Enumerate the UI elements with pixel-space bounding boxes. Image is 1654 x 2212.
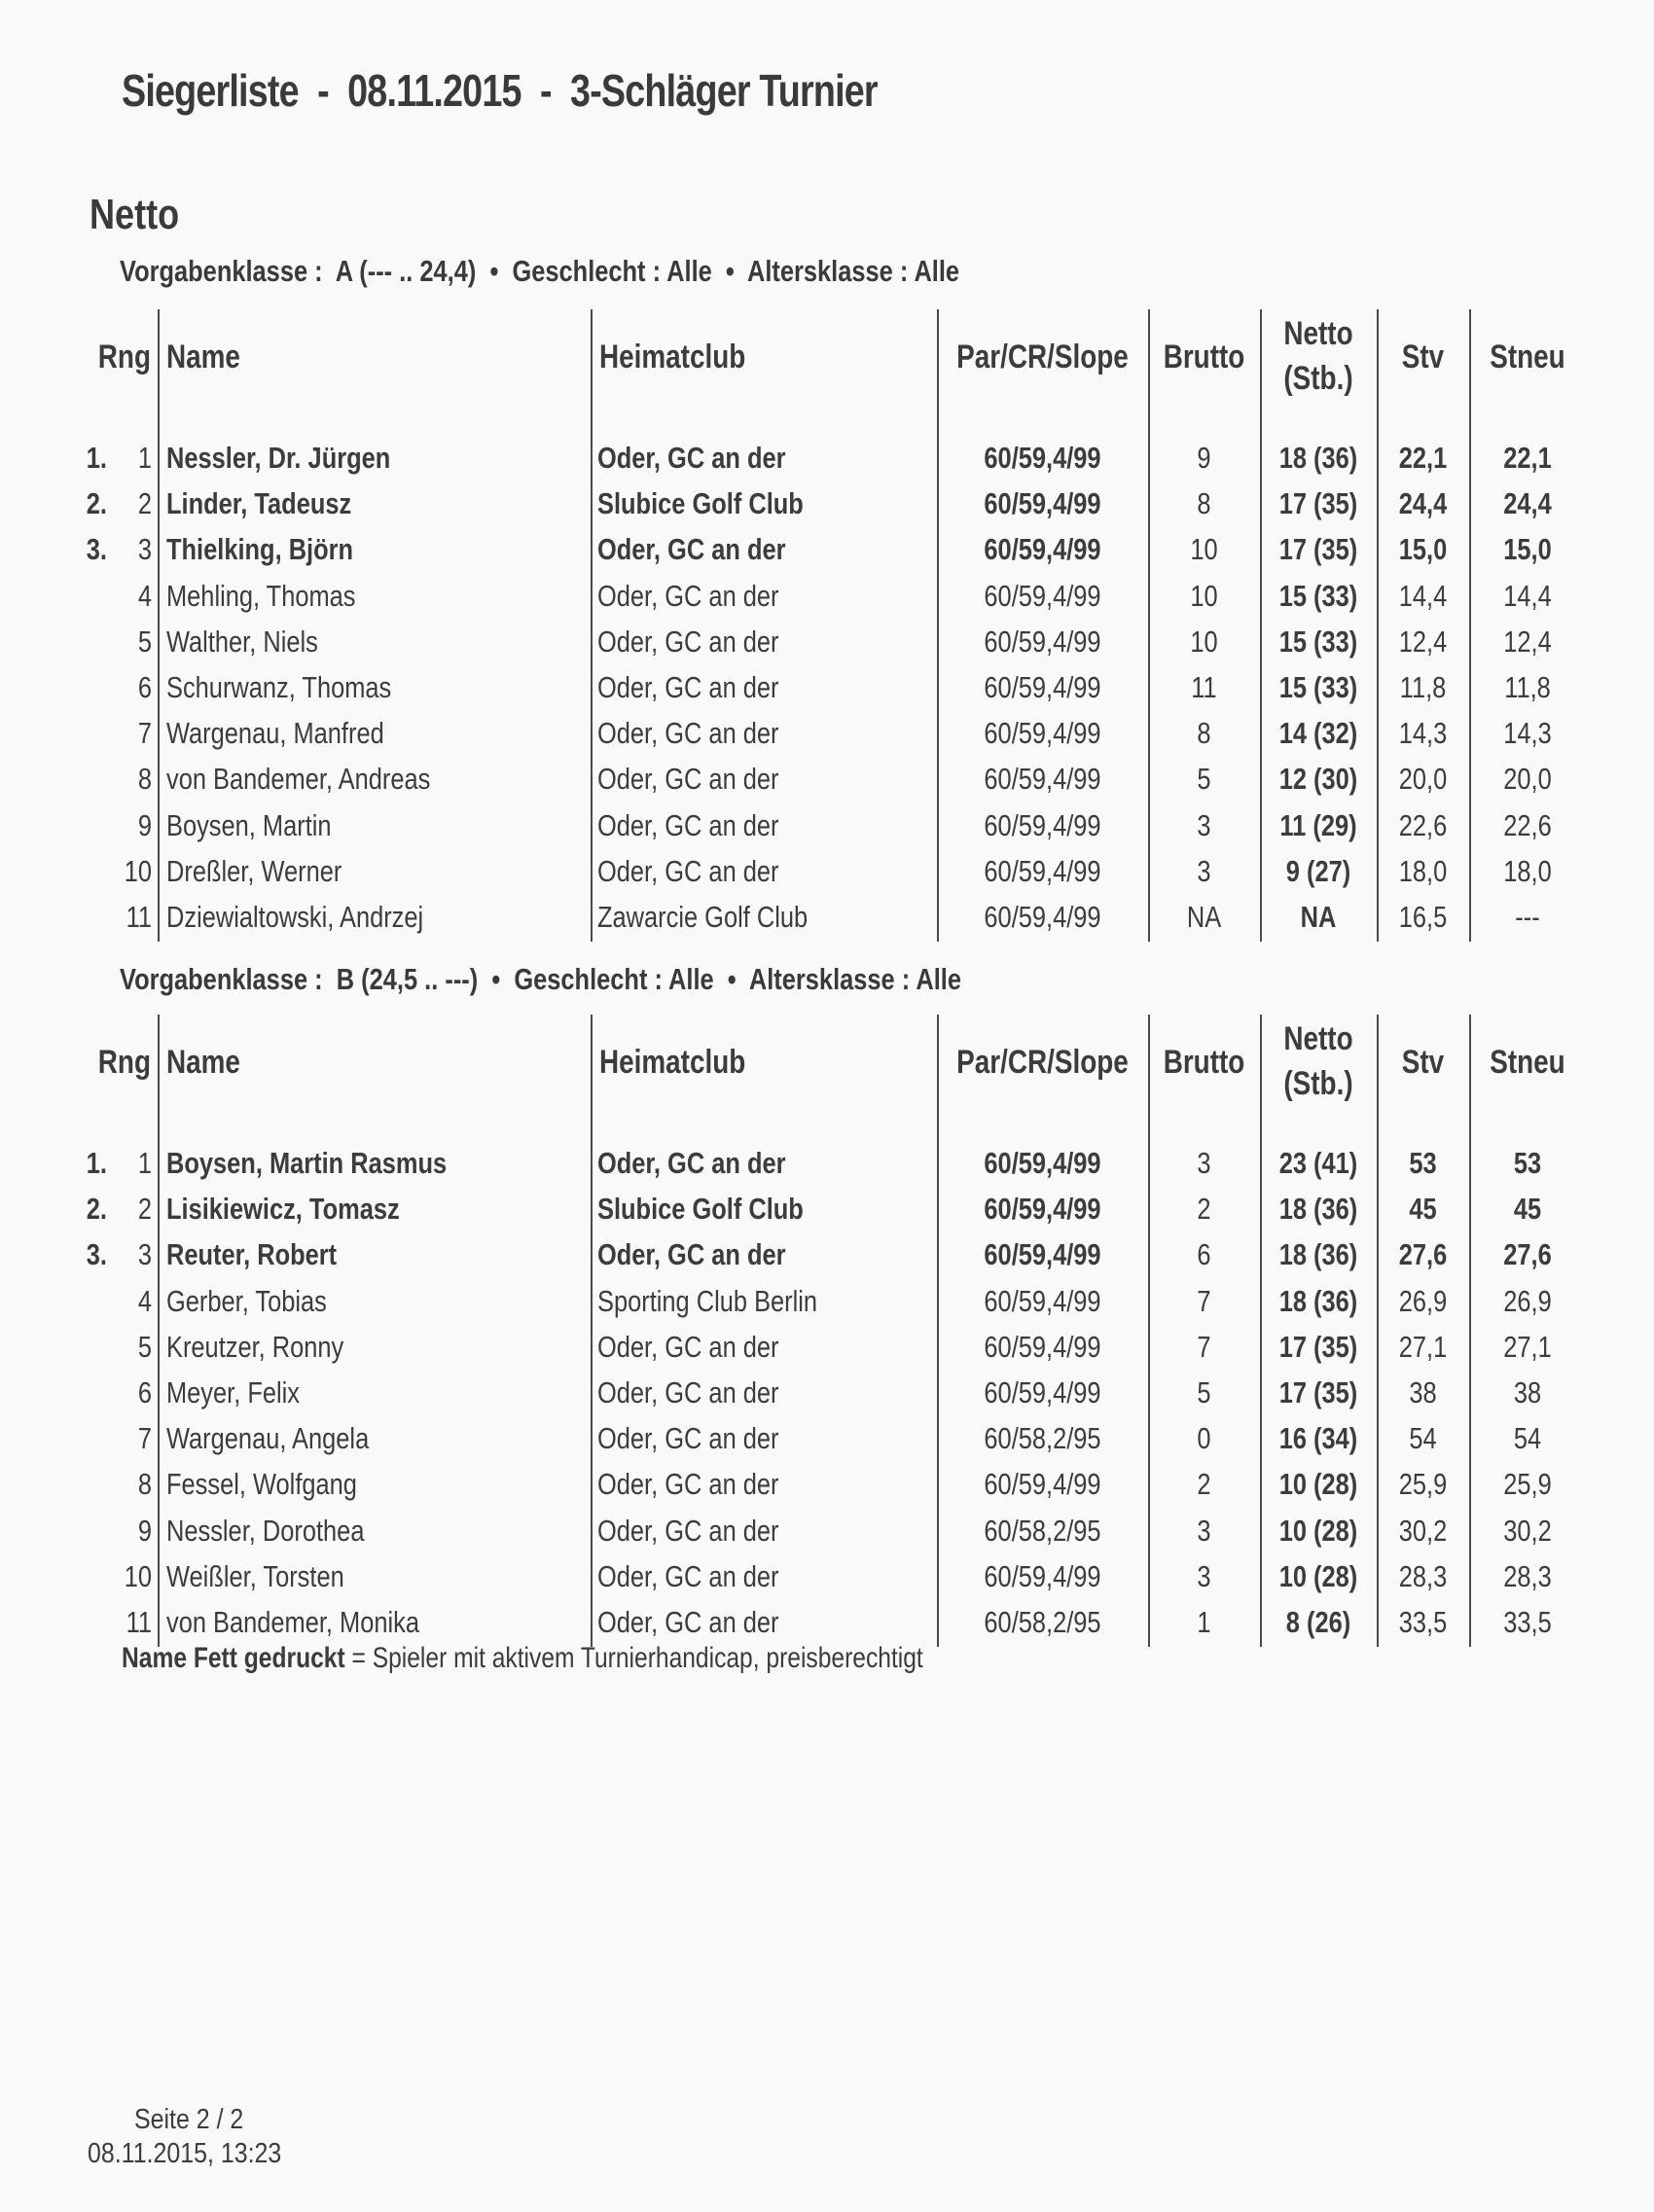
row-par-cr-slope: 60/59,4/99 <box>984 1146 1101 1180</box>
row-netto: NA <box>1300 900 1337 934</box>
row-name: Lisikiewicz, Tomasz <box>166 1192 400 1227</box>
row-stv: 20,0 <box>1398 762 1448 797</box>
row-brutto: 2 <box>1197 1192 1211 1227</box>
group-a-filter: Vorgabenklasse : A (--- .. 24,4) • Geschlecht : Alle • Altersklasse : Alle <box>120 254 960 288</box>
row-brutto: 8 <box>1197 716 1211 751</box>
row-par-cr-slope: 60/59,4/99 <box>984 1329 1101 1364</box>
row-brutto: 3 <box>1197 1558 1211 1593</box>
row-rank: 7 <box>137 716 152 751</box>
row-club: Oder, GC an der <box>597 441 786 475</box>
row-name: Mehling, Thomas <box>166 578 356 613</box>
row-netto: 18 (36) <box>1278 1192 1358 1227</box>
row-brutto: 5 <box>1197 762 1211 797</box>
row-par-cr-slope: 60/59,4/99 <box>984 486 1101 521</box>
row-name: von Bandemer, Andreas <box>166 762 431 797</box>
row-place: 3. <box>86 532 107 567</box>
row-netto: 11 (29) <box>1279 807 1357 842</box>
column-divider <box>158 309 160 942</box>
row-netto: 23 (41) <box>1278 1146 1358 1180</box>
row-name: Wargenau, Angela <box>166 1421 370 1456</box>
row-par-cr-slope: 60/59,4/99 <box>984 1192 1101 1227</box>
row-stneu: 28,3 <box>1503 1558 1552 1593</box>
row-rank: 9 <box>137 807 152 842</box>
row-stv: 18,0 <box>1398 853 1448 888</box>
row-rank: 3 <box>137 532 152 567</box>
row-netto: 18 (36) <box>1278 1237 1358 1272</box>
row-netto: 17 (35) <box>1278 532 1358 567</box>
row-par-cr-slope: 60/58,2/95 <box>984 1421 1101 1456</box>
row-stneu: 26,9 <box>1503 1283 1552 1318</box>
row-name: Nessler, Dr. Jürgen <box>166 441 391 475</box>
row-brutto: 6 <box>1197 1237 1211 1272</box>
row-stv: 30,2 <box>1398 1513 1448 1548</box>
row-name: Dziewialtowski, Andrzej <box>166 900 424 934</box>
header-stb: (Stb.) <box>1283 1065 1353 1102</box>
row-place: 2. <box>86 1192 107 1227</box>
row-stneu: 27,6 <box>1503 1237 1552 1272</box>
row-club: Slubice Golf Club <box>597 486 804 521</box>
row-rank: 11 <box>126 900 152 934</box>
legend-note-text: = Spieler mit aktivem Turnierhandicap, preisberechtigt <box>344 1642 923 1674</box>
header-stb: (Stb.) <box>1283 360 1353 397</box>
row-brutto: 3 <box>1197 853 1211 888</box>
row-place: 3. <box>86 1237 107 1272</box>
row-stv: 12,4 <box>1398 624 1448 659</box>
row-brutto: 0 <box>1197 1421 1211 1456</box>
row-rank: 2 <box>137 486 152 521</box>
row-name: Fessel, Wolfgang <box>166 1467 357 1502</box>
row-stneu: 12,4 <box>1503 624 1552 659</box>
row-brutto: 3 <box>1197 807 1211 842</box>
page-title: Siegerliste - 08.11.2015 - 3-Schläger Turnier <box>122 65 878 116</box>
row-name: Gerber, Tobias <box>166 1283 327 1318</box>
row-stv: 53 <box>1409 1146 1437 1180</box>
row-name: Thielking, Björn <box>166 532 354 567</box>
row-stv: 45 <box>1409 1192 1437 1227</box>
row-club: Oder, GC an der <box>597 807 779 842</box>
row-rank: 5 <box>137 624 152 659</box>
row-netto: 8 (26) <box>1285 1605 1351 1639</box>
row-club: Oder, GC an der <box>597 1558 779 1593</box>
row-netto: 17 (35) <box>1278 1375 1358 1409</box>
row-netto: 18 (36) <box>1278 1283 1358 1318</box>
row-stneu: 14,4 <box>1503 578 1552 613</box>
header-rng: Rng <box>97 339 151 375</box>
row-place: 1. <box>86 441 107 475</box>
row-brutto: 9 <box>1197 441 1211 475</box>
column-divider <box>1469 309 1471 942</box>
row-stneu: 22,1 <box>1503 441 1552 475</box>
row-rank: 2 <box>137 1192 152 1227</box>
row-club: Oder, GC an der <box>597 670 779 704</box>
row-brutto: 7 <box>1197 1283 1211 1318</box>
row-name: Boysen, Martin <box>166 807 332 842</box>
header-pcs: Par/CR/Slope <box>956 1044 1129 1081</box>
row-name: Kreutzer, Ronny <box>166 1329 344 1364</box>
row-par-cr-slope: 60/59,4/99 <box>984 624 1101 659</box>
row-stneu: 25,9 <box>1503 1467 1552 1502</box>
row-stneu: 24,4 <box>1503 486 1552 521</box>
legend-note-bold: Name Fett gedruckt <box>122 1642 345 1674</box>
page-number: Seite 2 / 2 <box>134 2104 244 2135</box>
row-stv: 16,5 <box>1398 900 1448 934</box>
row-netto: 15 (33) <box>1278 670 1358 704</box>
row-par-cr-slope: 60/59,4/99 <box>984 1558 1101 1593</box>
row-stv: 14,4 <box>1398 578 1448 613</box>
row-stneu: 53 <box>1513 1146 1542 1180</box>
row-netto: 10 (28) <box>1278 1558 1358 1593</box>
row-brutto: 10 <box>1190 624 1218 659</box>
row-rank: 8 <box>137 1467 152 1502</box>
row-stneu: 18,0 <box>1503 853 1552 888</box>
header-rng: Rng <box>97 1044 151 1081</box>
header-stneu: Stneu <box>1490 339 1565 375</box>
row-stneu: 11,8 <box>1504 670 1551 704</box>
row-netto: 14 (32) <box>1278 716 1358 751</box>
row-par-cr-slope: 60/59,4/99 <box>984 716 1101 751</box>
row-rank: 3 <box>137 1237 152 1272</box>
column-divider <box>1260 1015 1262 1647</box>
row-stneu: 22,6 <box>1503 807 1552 842</box>
row-brutto: 2 <box>1197 1467 1211 1502</box>
row-brutto: 10 <box>1190 578 1218 613</box>
row-netto: 15 (33) <box>1278 578 1358 613</box>
print-timestamp: 08.11.2015, 13:23 <box>88 2138 282 2169</box>
row-par-cr-slope: 60/59,4/99 <box>984 807 1101 842</box>
row-stv: 11,8 <box>1399 670 1447 704</box>
group-b-filter: Vorgabenklasse : B (24,5 .. ---) • Geschlecht : Alle • Altersklasse : Alle <box>120 962 961 996</box>
row-rank: 8 <box>137 762 152 797</box>
header-stv: Stv <box>1401 339 1445 375</box>
row-stneu: 54 <box>1513 1421 1542 1456</box>
row-stneu: 27,1 <box>1503 1329 1552 1364</box>
row-rank: 1 <box>137 441 152 475</box>
row-par-cr-slope: 60/59,4/99 <box>984 762 1101 797</box>
row-netto: 9 (27) <box>1285 853 1351 888</box>
row-club: Oder, GC an der <box>597 853 779 888</box>
header-brutto: Brutto <box>1163 339 1245 375</box>
column-divider <box>1377 309 1379 942</box>
column-divider <box>591 309 593 942</box>
row-brutto: 7 <box>1197 1329 1211 1364</box>
row-club: Slubice Golf Club <box>597 1192 804 1227</box>
row-par-cr-slope: 60/59,4/99 <box>984 670 1101 704</box>
row-rank: 6 <box>137 1375 152 1409</box>
row-par-cr-slope: 60/59,4/99 <box>984 900 1101 934</box>
row-netto: 15 (33) <box>1278 624 1358 659</box>
section-heading: Netto <box>90 191 180 238</box>
row-stv: 27,1 <box>1398 1329 1448 1364</box>
row-club: Oder, GC an der <box>597 1513 779 1548</box>
row-netto: 17 (35) <box>1278 1329 1358 1364</box>
column-divider <box>591 1015 593 1647</box>
row-par-cr-slope: 60/59,4/99 <box>984 578 1101 613</box>
row-club: Zawarcie Golf Club <box>597 900 809 934</box>
row-rank: 10 <box>124 853 152 888</box>
header-netto: Netto <box>1283 315 1353 352</box>
row-brutto: 10 <box>1190 532 1218 567</box>
row-par-cr-slope: 60/59,4/99 <box>984 1467 1101 1502</box>
row-rank: 11 <box>126 1605 152 1639</box>
header-stv: Stv <box>1401 1044 1445 1081</box>
header-pcs: Par/CR/Slope <box>956 339 1129 375</box>
row-rank: 10 <box>124 1558 152 1593</box>
row-stneu: 38 <box>1513 1375 1542 1409</box>
column-divider <box>1469 1015 1471 1647</box>
row-brutto: 11 <box>1191 670 1217 704</box>
row-brutto: 3 <box>1197 1513 1211 1548</box>
row-name: Walther, Niels <box>166 624 318 659</box>
row-stv: 15,0 <box>1398 532 1448 567</box>
row-club: Oder, GC an der <box>597 1329 779 1364</box>
row-name: Reuter, Robert <box>166 1237 338 1272</box>
row-par-cr-slope: 60/59,4/99 <box>984 1375 1101 1409</box>
row-brutto: NA <box>1186 900 1222 934</box>
row-netto: 17 (35) <box>1278 486 1358 521</box>
row-club: Sporting Club Berlin <box>597 1283 818 1318</box>
column-divider <box>158 1015 160 1647</box>
row-rank: 5 <box>137 1329 152 1364</box>
row-stneu: 14,3 <box>1503 716 1552 751</box>
row-netto: 12 (30) <box>1278 762 1358 797</box>
row-par-cr-slope: 60/59,4/99 <box>984 1237 1101 1272</box>
header-stneu: Stneu <box>1490 1044 1565 1081</box>
row-rank: 9 <box>137 1513 152 1548</box>
row-netto: 10 (28) <box>1278 1467 1358 1502</box>
row-club: Oder, GC an der <box>597 716 779 751</box>
row-place: 2. <box>86 486 107 521</box>
row-stv: 54 <box>1409 1421 1437 1456</box>
row-brutto: 1 <box>1197 1605 1211 1639</box>
row-club: Oder, GC an der <box>597 1467 779 1502</box>
row-name: Nessler, Dorothea <box>166 1513 365 1548</box>
row-place: 1. <box>86 1146 107 1180</box>
row-club: Oder, GC an der <box>597 1421 779 1456</box>
row-stv: 22,1 <box>1398 441 1448 475</box>
header-netto: Netto <box>1283 1020 1353 1057</box>
row-club: Oder, GC an der <box>597 532 786 567</box>
row-name: Weißler, Torsten <box>166 1558 344 1593</box>
row-par-cr-slope: 60/59,4/99 <box>984 1283 1101 1318</box>
row-club: Oder, GC an der <box>597 1375 779 1409</box>
row-netto: 16 (34) <box>1278 1421 1358 1456</box>
row-name: Schurwanz, Thomas <box>166 670 392 704</box>
column-divider <box>1260 309 1262 942</box>
row-stv: 27,6 <box>1398 1237 1448 1272</box>
row-stv: 14,3 <box>1398 716 1448 751</box>
row-club: Oder, GC an der <box>597 762 779 797</box>
row-name: Wargenau, Manfred <box>166 716 384 751</box>
row-brutto: 5 <box>1197 1375 1211 1409</box>
row-stv: 24,4 <box>1398 486 1448 521</box>
row-stneu: 15,0 <box>1503 532 1552 567</box>
row-par-cr-slope: 60/59,4/99 <box>984 441 1101 475</box>
row-brutto: 3 <box>1197 1146 1211 1180</box>
row-club: Oder, GC an der <box>597 578 779 613</box>
row-stneu: 30,2 <box>1503 1513 1552 1548</box>
row-stneu: --- <box>1515 900 1540 934</box>
row-stv: 26,9 <box>1398 1283 1448 1318</box>
row-par-cr-slope: 60/58,2/95 <box>984 1513 1101 1548</box>
row-par-cr-slope: 60/59,4/99 <box>984 532 1101 567</box>
row-rank: 6 <box>137 670 152 704</box>
column-divider <box>937 309 939 942</box>
row-name: Boysen, Martin Rasmus <box>166 1146 448 1180</box>
header-club: Heimatclub <box>599 1044 746 1081</box>
header-name: Name <box>166 339 240 375</box>
row-stv: 25,9 <box>1398 1467 1448 1502</box>
row-brutto: 8 <box>1197 486 1211 521</box>
row-club: Oder, GC an der <box>597 624 779 659</box>
row-stneu: 45 <box>1513 1192 1542 1227</box>
row-rank: 4 <box>137 1283 152 1318</box>
row-name: Linder, Tadeusz <box>166 486 352 521</box>
row-club: Oder, GC an der <box>597 1605 779 1639</box>
row-stneu: 20,0 <box>1503 762 1552 797</box>
row-stv: 33,5 <box>1398 1605 1448 1639</box>
header-brutto: Brutto <box>1163 1044 1245 1081</box>
column-divider <box>1148 1015 1150 1647</box>
row-netto: 10 (28) <box>1278 1513 1358 1548</box>
row-stv: 28,3 <box>1398 1558 1448 1593</box>
row-club: Oder, GC an der <box>597 1237 786 1272</box>
row-name: Meyer, Felix <box>166 1375 301 1409</box>
row-rank: 4 <box>137 578 152 613</box>
row-name: Dreßler, Werner <box>166 853 342 888</box>
row-stv: 38 <box>1409 1375 1437 1409</box>
column-divider <box>937 1015 939 1647</box>
row-name: von Bandemer, Monika <box>166 1605 420 1639</box>
row-par-cr-slope: 60/59,4/99 <box>984 853 1101 888</box>
row-stv: 22,6 <box>1398 807 1448 842</box>
legend-note <box>122 1642 923 1675</box>
column-divider <box>1377 1015 1379 1647</box>
header-name: Name <box>166 1044 240 1081</box>
row-club: Oder, GC an der <box>597 1146 786 1180</box>
row-par-cr-slope: 60/58,2/95 <box>984 1605 1101 1639</box>
row-rank: 1 <box>137 1146 152 1180</box>
row-stneu: 33,5 <box>1503 1605 1552 1639</box>
header-club: Heimatclub <box>599 339 746 375</box>
column-divider <box>1148 309 1150 942</box>
row-netto: 18 (36) <box>1278 441 1358 475</box>
row-rank: 7 <box>137 1421 152 1456</box>
